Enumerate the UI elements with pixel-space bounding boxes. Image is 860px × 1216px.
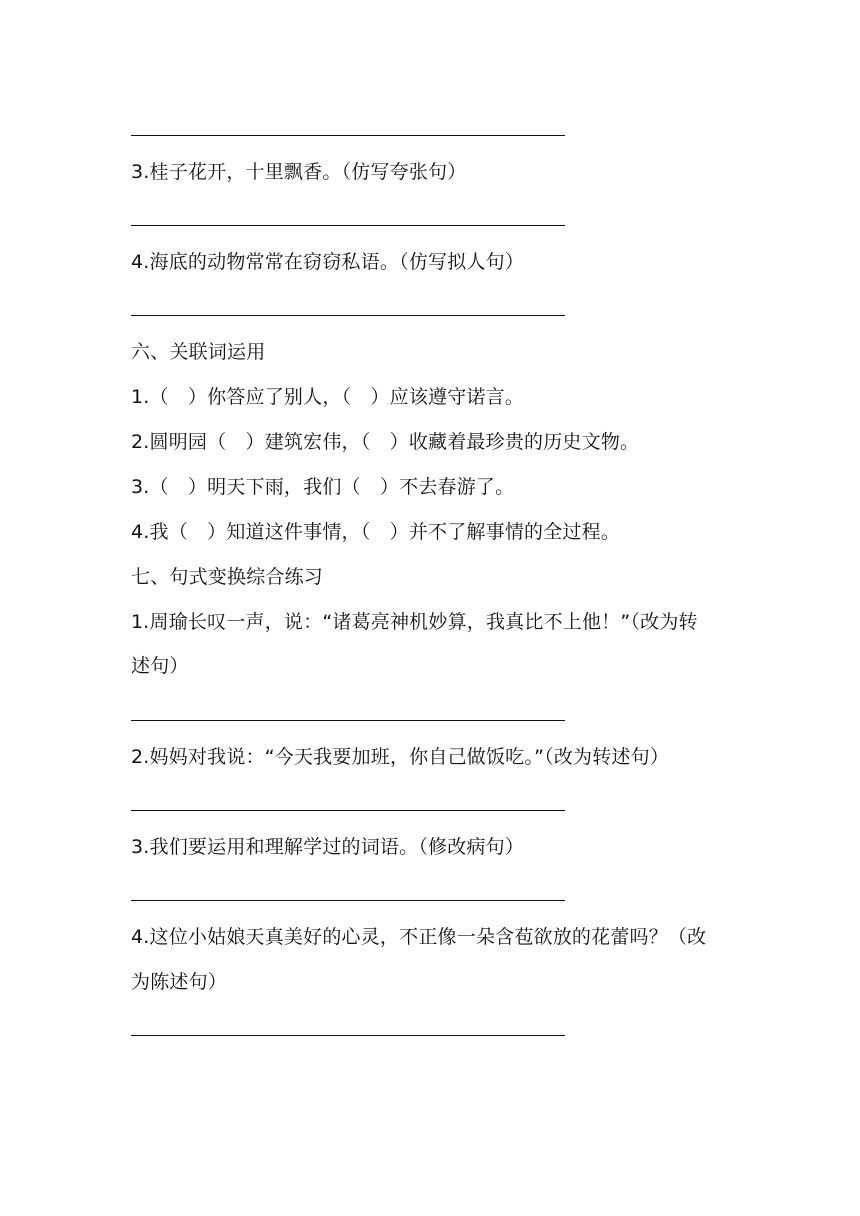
section-7-item-4: 4.这位小姑娘天真美好的心灵，不正像一朵含苞欲放的花蕾吗？（改 bbox=[131, 926, 707, 948]
answer-line bbox=[131, 900, 565, 901]
section-7-heading: 七、句式变换综合练习 bbox=[131, 566, 324, 588]
answer-line bbox=[131, 1035, 565, 1036]
exercise-5-item-4: 4.海底的动物常常在窃窃私语。（仿写拟人句） bbox=[131, 251, 525, 273]
section-7-item-4-continued: 为陈述句） bbox=[131, 971, 228, 993]
exercise-5-item-3: 3.桂子花开，十里飘香。（仿写夸张句） bbox=[131, 161, 467, 183]
answer-line bbox=[131, 720, 565, 721]
section-6-item-3: 3.（ ）明天下雨，我们（ ）不去春游了。 bbox=[131, 476, 515, 498]
section-6-item-4: 4.我（ ）知道这件事情，（ ）并不了解事情的全过程。 bbox=[131, 521, 621, 543]
section-7-item-1-continued: 述句） bbox=[131, 655, 189, 677]
answer-line bbox=[131, 225, 565, 226]
section-6-item-1: 1.（ ）你答应了别人，（ ）应该遵守诺言。 bbox=[131, 386, 525, 408]
section-6-item-2: 2.圆明园（ ）建筑宏伟，（ ）收藏着最珍贵的历史文物。 bbox=[131, 431, 640, 453]
section-7-item-3: 3.我们要运用和理解学过的词语。（修改病句） bbox=[131, 836, 525, 858]
section-7-item-2: 2.妈妈对我说：“今天我要加班，你自己做饭吃。”（改为转述句） bbox=[131, 746, 670, 768]
answer-line bbox=[131, 135, 565, 136]
section-7-item-1: 1.周瑜长叹一声，说：“诸葛亮神机妙算，我真比不上他！”（改为转 bbox=[131, 611, 698, 633]
section-6-heading: 六、关联词运用 bbox=[131, 341, 266, 363]
answer-line bbox=[131, 315, 565, 316]
answer-line bbox=[131, 810, 565, 811]
